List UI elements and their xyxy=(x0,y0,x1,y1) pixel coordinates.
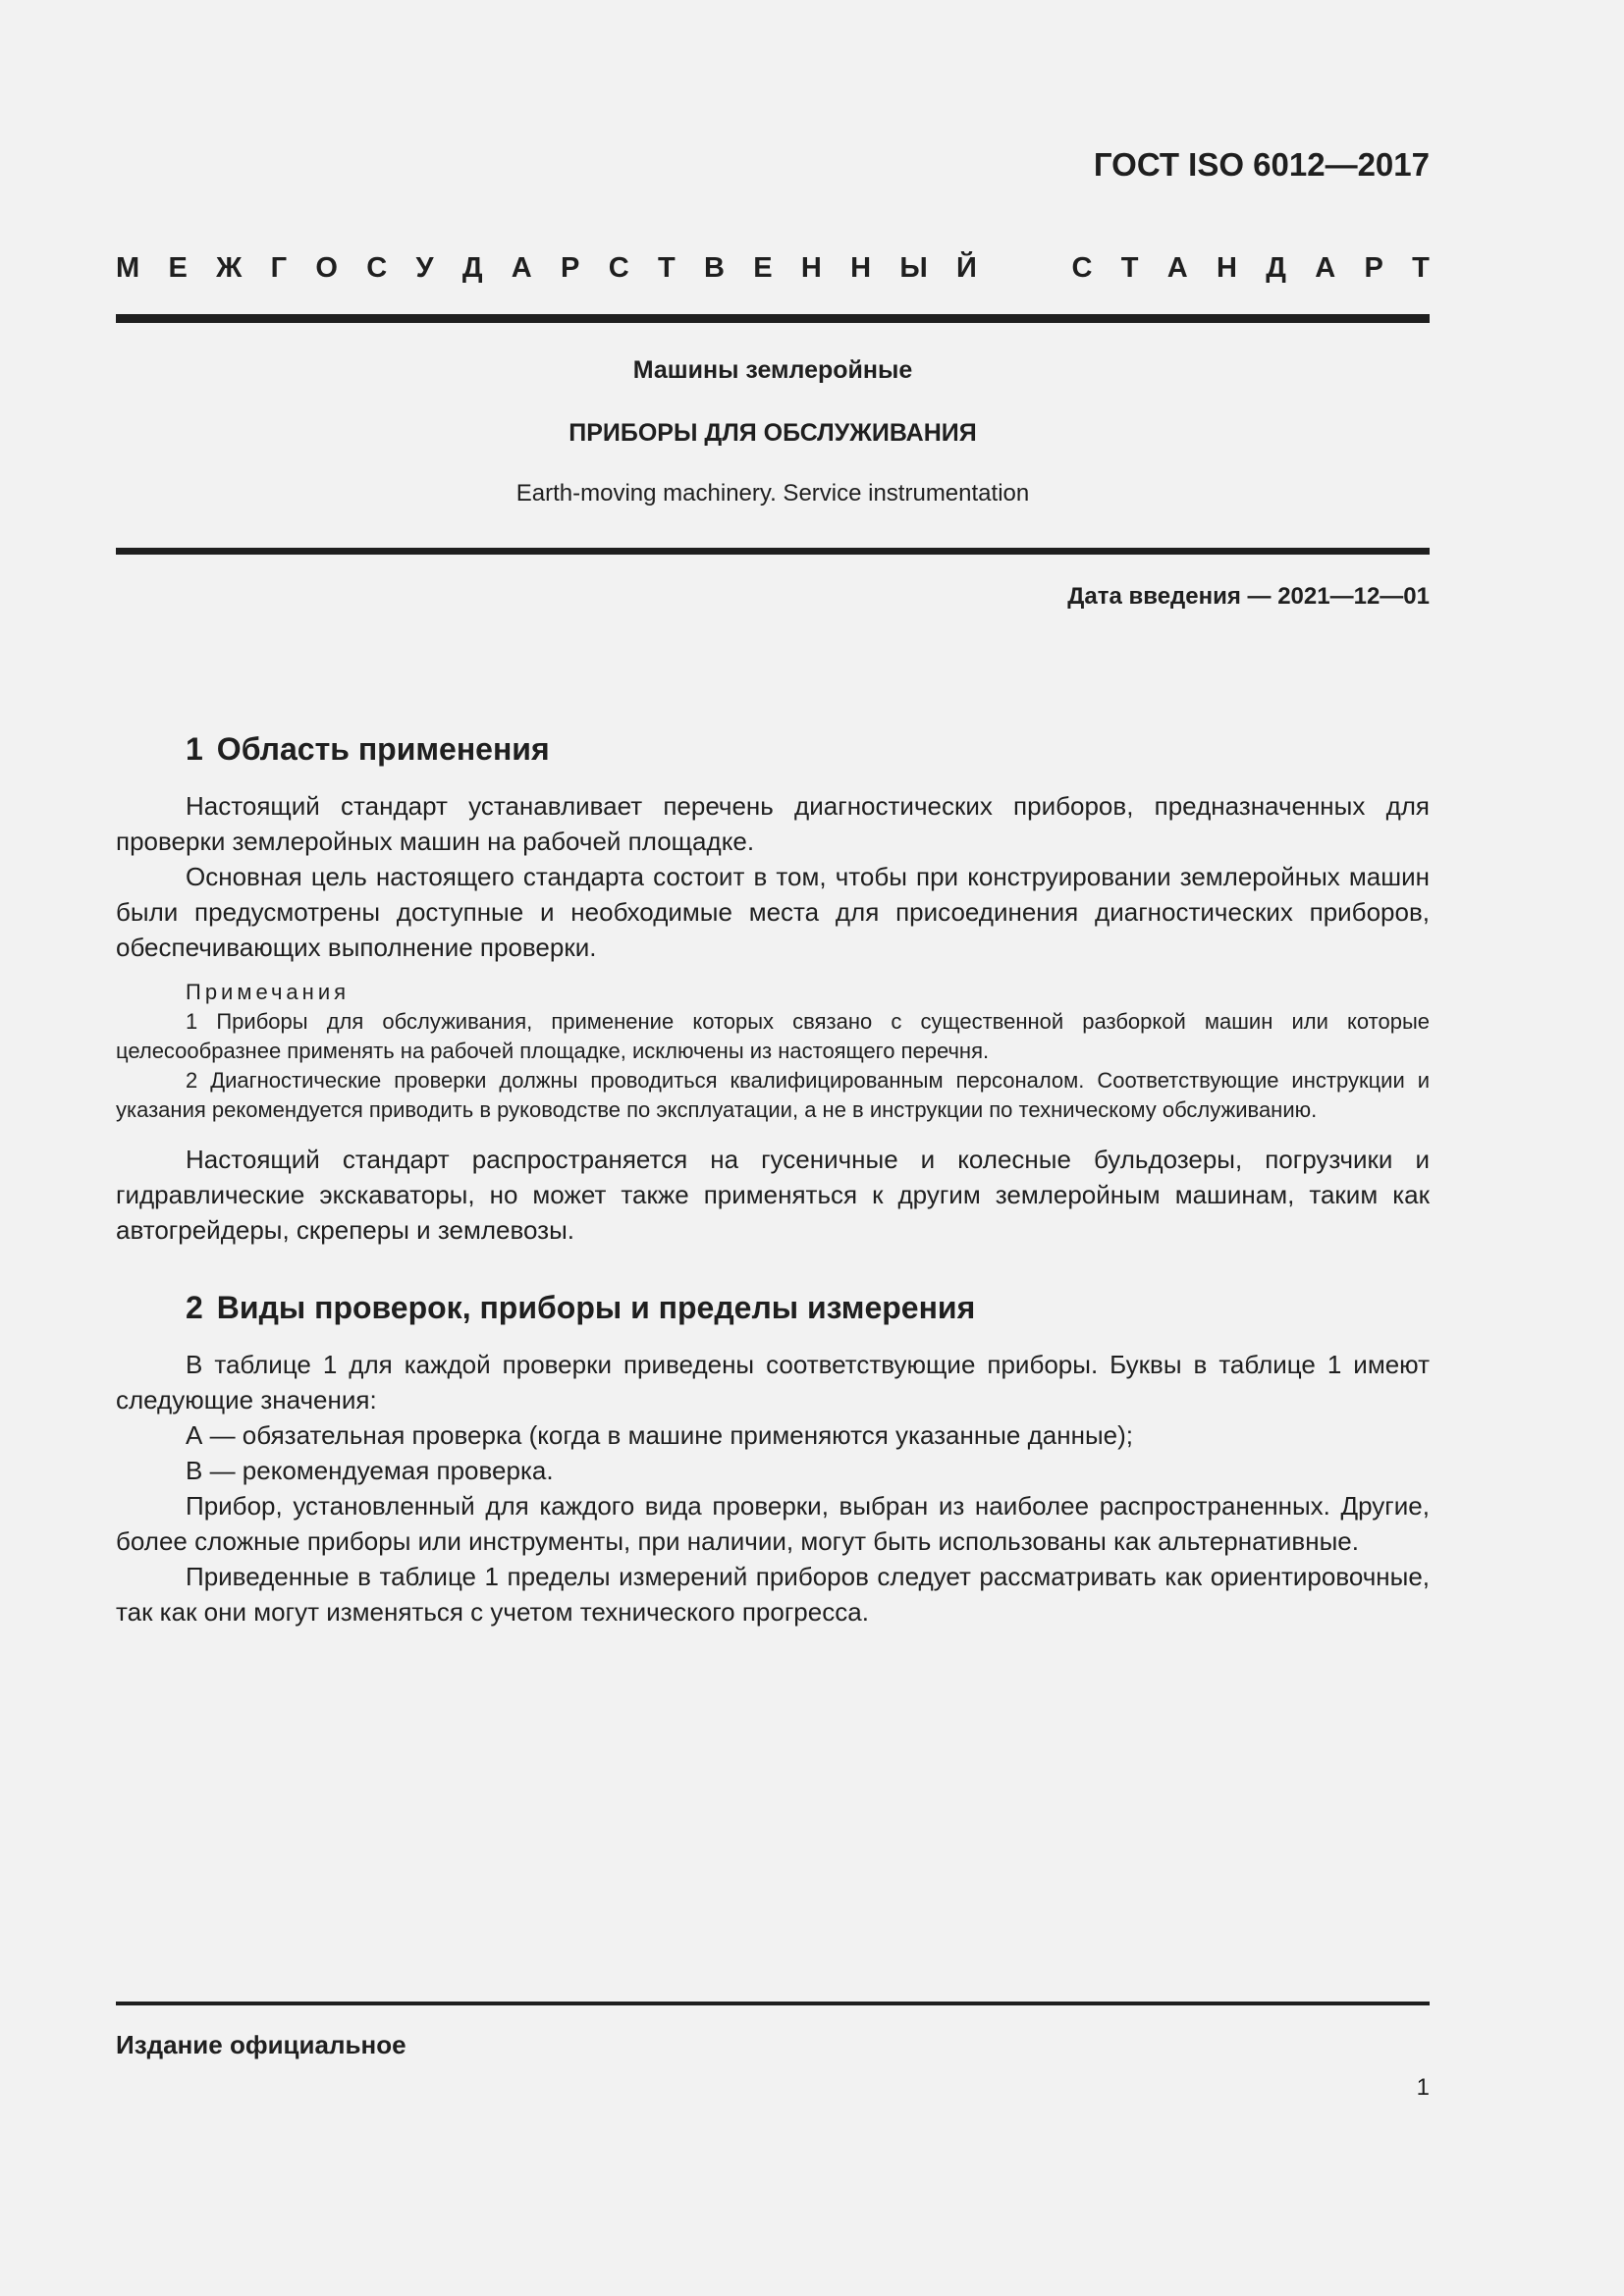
section-1-body xyxy=(116,788,1430,1248)
introduction-date: Дата введения — 2021—12—01 xyxy=(1067,583,1430,610)
title-ru: ПРИБОРЫ ДЛЯ ОБСЛУЖИВАНИЯ xyxy=(568,419,977,447)
banner-letter: С xyxy=(1071,252,1093,284)
notes-block xyxy=(116,978,1430,1125)
banner-letter: Н xyxy=(850,252,872,284)
paragraph: Основная цель настоящего стандарта состоит в том, чтобы при конструировании землеройных машин были предусмотрены доступные и необходимые места для присоединения диагностических приборов, обеспечивающих выполнение проверки. xyxy=(116,862,1430,962)
banner-letter: А xyxy=(1166,252,1188,284)
banner-letter: У xyxy=(415,252,434,284)
section-2-heading xyxy=(116,1285,1430,1330)
paragraph: Настоящий стандарт распространяется на гусеничные и колесные бульдозеры, погрузчики и гидравлические экскаваторы, но может также применяться к другим землеройным машинам, таким как автогрейдеры, скреперы и землевозы. xyxy=(116,1145,1430,1245)
title-divider xyxy=(116,548,1430,555)
banner-letter: Т xyxy=(1120,252,1139,284)
section-title: Виды проверок, приборы и пределы измерения xyxy=(216,1290,976,1325)
paragraph: Настоящий стандарт устанавливает перечень диагностических приборов, предназначенных для проверки землеройных машин на рабочей площадке. xyxy=(116,791,1430,856)
document-body xyxy=(116,726,1430,1629)
note-item: 1 Приборы для обслуживания, применение которых связано с существенной разборкой машин или которые целесообразнее применять на рабочей площадке, исключены из настоящего перечня. xyxy=(116,1009,1430,1063)
banner-letter: Й xyxy=(956,252,977,284)
title-en: Earth-moving machinery. Service instrumentation xyxy=(515,480,1030,507)
paragraph: Приведенные в таблице 1 пределы измерений приборов следует рассматривать как ориентировочные, так как они могут изменяться с учетом технического прогресса. xyxy=(116,1562,1430,1627)
paragraph: А — обязательная проверка (когда в машине применяются указанные данные); xyxy=(186,1420,1133,1450)
section-title: Область применения xyxy=(216,731,550,767)
notes-title: Примечания xyxy=(186,980,351,1004)
edition-label: Издание официальное xyxy=(116,2030,406,2059)
banner-letter: Ы xyxy=(899,252,928,284)
banner-letter: Р xyxy=(561,252,580,284)
banner-letter: Р xyxy=(1364,252,1383,284)
section-1-heading xyxy=(116,726,1430,772)
section-number: 2 xyxy=(186,1290,203,1325)
banner-letter: С xyxy=(608,252,629,284)
paragraph: Прибор, установленный для каждого вида проверки, выбран из наиболее распространенных. Другие, более сложные приборы или инструменты, при наличии, могут быть использованы как альтернативные. xyxy=(116,1491,1430,1556)
banner-letter: О xyxy=(315,252,338,284)
banner-letter: В xyxy=(703,252,725,284)
section-2-body xyxy=(116,1347,1430,1629)
document-page xyxy=(116,0,1430,2296)
banner-letter: Ж xyxy=(216,252,243,284)
banner-letter: Н xyxy=(1217,252,1237,284)
banner-letter: Е xyxy=(753,252,773,284)
footer-divider xyxy=(116,2002,1430,2005)
top-divider xyxy=(116,314,1430,323)
subtitle-ru: Машины землеройные xyxy=(632,356,913,384)
paragraph: В — рекомендуемая проверка. xyxy=(186,1456,554,1485)
paragraph: В таблице 1 для каждой проверки приведены соответствующие приборы. Буквы в таблице 1 имеют следующие значения: xyxy=(116,1350,1430,1415)
banner-word-gap xyxy=(1005,249,1043,287)
banner-letter: Е xyxy=(168,252,188,284)
banner-letter: Т xyxy=(657,252,676,284)
section-number: 1 xyxy=(186,731,203,767)
banner-letter: Г xyxy=(270,252,288,284)
banner-letter: Т xyxy=(1412,252,1430,284)
banner-letter: М xyxy=(116,252,140,284)
banner-letter: Д xyxy=(461,252,483,284)
interstate-standard-banner xyxy=(116,249,1430,287)
banner-letter: А xyxy=(511,252,532,284)
note-item: 2 Диагностические проверки должны проводиться квалифицированным персоналом. Соответствующие инструкции и указания рекомендуется приводить в руководстве по эксплуатации, а не в инструкции по техническому обслуживанию. xyxy=(116,1068,1430,1122)
banner-letter: А xyxy=(1315,252,1336,284)
banner-letter: Д xyxy=(1266,252,1286,284)
page-number: 1 xyxy=(1416,2074,1430,2101)
banner-letter: Н xyxy=(800,252,822,284)
document-code: ГОСТ ISO 6012—2017 xyxy=(1093,146,1430,183)
banner-letter: С xyxy=(366,252,388,284)
